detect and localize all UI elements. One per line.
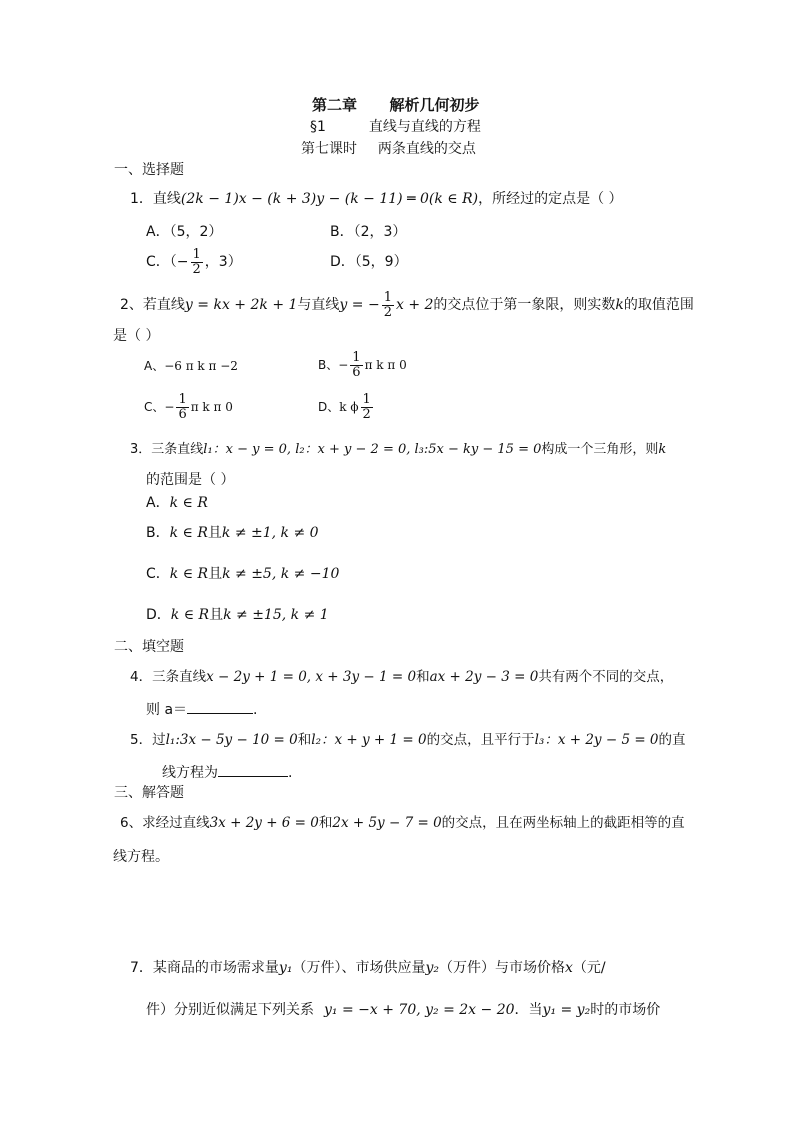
question-text: （万件）、市场供应量 [292, 960, 426, 976]
question-text: 线方程为 [162, 765, 218, 781]
option-label: B． [146, 525, 170, 541]
option-math: k ≠ ±5, k ≠ −10 [222, 566, 340, 582]
question-equation: l₂：x + y + 1 = 0 [311, 732, 427, 748]
section-solve-heading: 三、解答题 [114, 785, 184, 801]
question-text: 与直线 [297, 297, 340, 313]
question-5 [130, 730, 686, 750]
question-equation: y = − [339, 297, 380, 313]
question-text: 的取值范围 [623, 297, 694, 313]
question-text: 和 [416, 669, 430, 685]
q2-option-c [144, 390, 233, 424]
q3-option-d [146, 605, 329, 625]
question-number: 2、 [120, 297, 143, 313]
question-4 [130, 667, 673, 687]
question-7 [130, 958, 606, 978]
q3-option-c [146, 564, 339, 584]
fraction [191, 248, 203, 277]
question-text: 三条直线 [152, 669, 207, 685]
option-text: ，3） [204, 254, 242, 270]
question-text: . [288, 765, 293, 781]
question-text: （元/ [572, 960, 606, 976]
variable-y2: y₂ [425, 960, 439, 976]
question-number: 5． [130, 732, 153, 748]
option-math: −6 π k π −2 [164, 359, 238, 373]
question-text: 某商品的市场需求量 [152, 960, 279, 976]
answer-blank[interactable] [218, 762, 288, 777]
question-equation: y = kx + 2k + 1 [184, 297, 298, 313]
option-label: A． [146, 495, 170, 511]
question-equation: y₁ = −x + 70, y₂ = 2x − 20 [324, 1002, 515, 1018]
question-equation: (2k − 1)x − (k + 3)y − (k − 11) ═ 0(k ∈ R) [180, 191, 479, 207]
option-text: 且 [207, 525, 222, 541]
question-text: （万件）与市场价格 [438, 960, 565, 976]
option-label: D． [146, 607, 171, 623]
question-equation: y₁ = y₂ [542, 1002, 591, 1018]
question-equation: x + 2 [395, 297, 434, 313]
section-choice-heading: 一、选择题 [114, 162, 184, 178]
question-text: 则 a＝ [146, 702, 188, 718]
section-fill-heading: 二、填空题 [114, 639, 184, 655]
q2-option-d [318, 390, 375, 424]
question-2-line-2: 是（ ） [113, 328, 160, 344]
question-number: 3． [130, 442, 152, 457]
chapter-heading [312, 95, 480, 115]
section-heading [310, 117, 481, 137]
question-5-line-2 [162, 762, 292, 783]
q2-option-b [318, 348, 407, 382]
variable-y1: y₁ [278, 960, 293, 976]
question-equation: ax + 2y − 3 = 0 [429, 669, 539, 685]
option-math: k ϕ [339, 400, 359, 414]
option-math: k ∈ R [169, 525, 208, 541]
question-6 [120, 813, 685, 833]
question-equation: 2x + 5y − 7 = 0 [332, 815, 442, 831]
lesson-number: 第七课时 [301, 141, 357, 157]
question-3-line-2: 的范围是（ ） [146, 472, 235, 488]
fraction [361, 393, 373, 422]
question-7-line-2 [146, 1000, 660, 1020]
question-text: 的直 [658, 732, 686, 748]
option-label: D、 [318, 400, 340, 414]
q3-option-b [146, 523, 319, 543]
lesson-title: 两条直线的交点 [377, 141, 476, 157]
option-math: k ∈ R [169, 495, 208, 511]
question-equation: 3x + 2y + 6 = 0 [209, 815, 319, 831]
question-text: 和 [297, 732, 312, 748]
question-equation: l₃：x + 2y − 5 = 0 [534, 732, 659, 748]
q1-option-a: A．（5，2） [146, 224, 223, 240]
numerator: 1 [352, 350, 361, 365]
question-text: ．当 [514, 1002, 543, 1018]
variable-k: k [658, 442, 667, 457]
question-text: 和 [318, 815, 333, 831]
fraction [176, 393, 188, 422]
question-text: 若直线 [142, 297, 185, 313]
question-text: ，所经过的定点是（ ） [478, 191, 623, 207]
variable-x: x [564, 960, 573, 976]
denominator: 2 [383, 304, 392, 320]
question-text: 的交点，且在两坐标轴上的截距相等的直 [441, 815, 685, 831]
q1-option-c [146, 246, 242, 278]
section-number: §1 [310, 119, 326, 135]
option-math: − [164, 400, 175, 414]
question-equation: l₁：x − y = 0, l₂：x + y − 2 = 0, l₃:5x − ky − 15 = 0 [203, 442, 542, 457]
option-math: k ≠ ±1, k ≠ 0 [221, 525, 319, 541]
question-6-line-2: 线方程。 [113, 849, 169, 865]
denominator: 6 [352, 365, 361, 380]
fraction [350, 351, 362, 380]
denominator: 6 [178, 407, 187, 422]
question-1 [130, 189, 623, 209]
denominator: 2 [362, 407, 371, 422]
option-math: k ≠ ±15, k ≠ 1 [223, 607, 329, 623]
lesson-heading [301, 139, 476, 159]
question-text: 过 [152, 732, 166, 748]
question-text: 的交点位于第一象限，则实数 [433, 297, 616, 313]
answer-blank[interactable] [187, 699, 253, 714]
question-text: 共有两个不同的交点， [538, 669, 674, 685]
option-text: 且 [209, 607, 224, 623]
question-2 [120, 288, 694, 322]
chapter-number: 第二章 [312, 96, 358, 114]
q3-option-a [146, 493, 208, 513]
option-math: π k π 0 [364, 358, 407, 372]
question-equation: l₁:3x − 5y − 10 = 0 [165, 732, 298, 748]
question-3 [130, 440, 666, 460]
question-text: 件）分别近似满足下列关系 [146, 1002, 314, 1018]
option-label: A、 [144, 359, 165, 373]
q1-option-b: B．（2，3） [330, 224, 407, 240]
variable-k: k [615, 297, 624, 313]
question-text: 直线 [152, 191, 181, 207]
question-text: 时的市场价 [590, 1002, 661, 1018]
numerator: 1 [362, 392, 371, 407]
question-number: 7． [130, 960, 153, 976]
q1-option-d: D．（5，9） [330, 254, 408, 270]
question-text: 三条直线 [151, 442, 204, 457]
question-text: 构成一个三角形，则 [541, 442, 659, 457]
option-math: π k π 0 [190, 400, 233, 414]
option-math: − [338, 358, 349, 372]
q2-option-a [144, 356, 238, 376]
question-4-line-2 [146, 699, 257, 720]
section-title: 直线与直线的方程 [368, 119, 481, 135]
option-label: C、 [144, 400, 165, 414]
question-equation: x − 2y + 1 = 0, x + 3y − 1 = 0 [206, 669, 417, 685]
numerator: 1 [383, 289, 392, 305]
question-text: 求经过直线 [142, 815, 210, 831]
question-text: 的交点，且平行于 [426, 732, 535, 748]
numerator: 1 [178, 392, 187, 407]
option-text: C．（− [146, 254, 189, 270]
question-number: 6、 [120, 815, 143, 831]
option-text: 且 [208, 566, 223, 582]
option-label: C． [146, 566, 170, 582]
question-number: 1． [130, 191, 153, 207]
fraction [382, 291, 394, 320]
denominator: 2 [192, 261, 201, 277]
question-number: 4． [130, 669, 153, 685]
option-math: k ∈ R [169, 566, 209, 582]
chapter-title: 解析几何初步 [389, 96, 480, 114]
question-text: . [253, 702, 258, 718]
option-math: k ∈ R [170, 607, 210, 623]
numerator: 1 [192, 246, 201, 262]
option-label: B、 [318, 358, 339, 372]
